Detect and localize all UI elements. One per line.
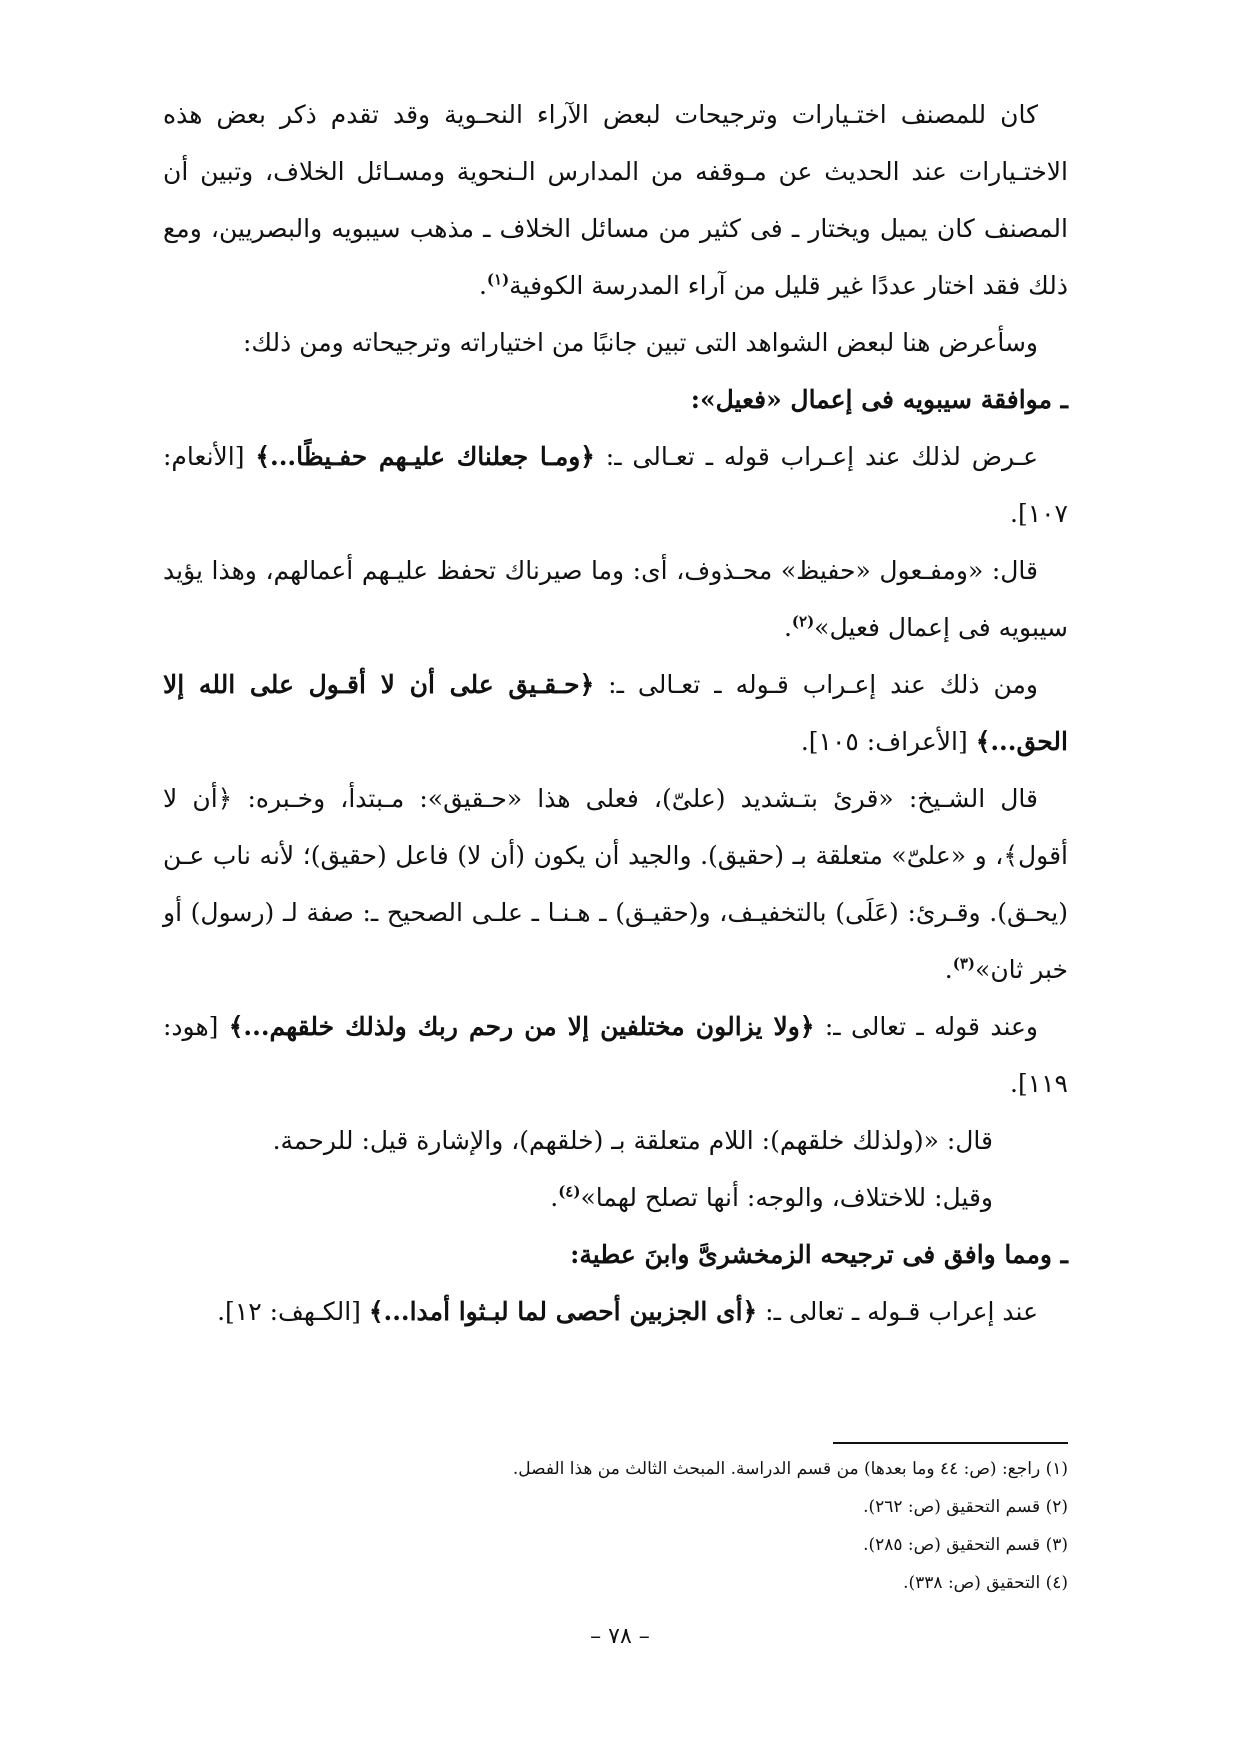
section-heading-zamakhshari: ـ ومما وافق فى ترجيحه الزمخشرىَّ وابنَ عطية: bbox=[570, 1240, 1068, 1269]
paragraph-verse-araf: ومن ذلك عند إعـراب قـوله ـ تعـالى ـ: ﴿حـقـيق على أن لا أقـول على الله إلا الحق...﴾ [الأعراف: ١٠٥]. bbox=[163, 670, 1068, 756]
footnote-4: (٤) التحقيق (ص: ٣٣٨). bbox=[903, 1573, 1068, 1593]
paragraph-quote-ikhtilaf: وقيل: للاختلاف، والوجه: أنها تصلح لهما»$^{(٤)}$. bbox=[550, 1182, 993, 1212]
footnote-ref-3: (٣) bbox=[952, 954, 976, 973]
quran-verse: ﴿أى الجزبين أحصى لما لبـثوا أمدا...﴾ bbox=[368, 1297, 758, 1326]
footnote-2: (٢) قسم التحقيق (ص: ٢٦٢). bbox=[863, 1497, 1068, 1517]
footnote-ref-2: (٢) bbox=[791, 612, 815, 631]
paragraph-quote-haqeeq: قال الشـيخ: «قرئ بتـشديد (علىّ)، فعلى هذا «حـقيق»: مـبتدأ، وخـبره: ﴿أن لا أقول﴾، و «علىّ» متعلقة بـ (حقيق). والجيد أن يكون (أن لا) فاعل (حقيق)؛ لأنه ناب عـن (يحـق). وقـرئ: (عَلَى) بالتخفيـف، و(حقيـق) ـ هـنـا ـ علـى الصحيح ـ: صفة لـ (رسول) أو خبر ثان»$^{(٣)}$. bbox=[163, 784, 1068, 984]
footnote-1: (١) راجع: (ص: ٤٤ وما بعدها) من قسم الدراسة. المبحث الثالث من هذا الفصل. bbox=[512, 1459, 1068, 1479]
quran-verse: ﴿حـقـيق على أن لا أقـول على الله إلا الحق...﴾ bbox=[163, 670, 1068, 756]
paragraph-quote-khalaqahum: قال: «(ولذلك خلقهم): اللام متعلقة بـ (خلقهم)، والإشارة قيل: للرحمة. bbox=[272, 1126, 993, 1155]
footnote-ref-1: (١) bbox=[486, 270, 510, 289]
paragraph-verse-kahf: عند إعراب قـوله ـ تعالى ـ: ﴿أى الجزبين أحصى لما لبـثوا أمدا...﴾ [الكـهف: ١٢]. bbox=[217, 1297, 1038, 1326]
paragraph-intro: كان للمصنف اختـيارات وترجيحات لبعض الآراء النحـوية وقد تقدم ذكر بعض هذه الاختـيارات عند الحديث عن مـوقفه من المدارس الـنحوية ومسـائل الخلاف، وتبين أن المصنف كان يميل ويختار ـ فى كثير من مسائل الخلاف ـ مذهب سيبويه والبصريين، ومع ذلك فقد اختار عددًا غير قليل من آراء المدرسة الكوفية$^{(١)}$. bbox=[163, 100, 1068, 300]
body-text bbox=[163, 86, 1068, 1340]
paragraph-verse-anam: عـرض لذلك عند إعـراب قوله ـ تعـالى ـ: ﴿ومـا جعلناك عليـهم حفـيظًا...﴾ [الأنعام: ١٠٧]. bbox=[163, 442, 1068, 528]
footnote-divider bbox=[833, 1442, 1068, 1444]
paragraph-overview: وسأعرض هنا لبعض الشواهد التى تبين جانبًا من اختياراته وترجيحاته ومن ذلك: bbox=[242, 328, 1038, 357]
section-heading-sibawayh: ـ موافقة سيبويه فى إعمال «فعيل»: bbox=[690, 385, 1068, 414]
footnote-ref-4: (٤) bbox=[558, 1182, 581, 1201]
quran-verse: ﴿ومـا جعلناك عليـهم حفـيظًا...﴾ bbox=[255, 442, 595, 471]
page-number: – ٧٨ – bbox=[590, 1624, 650, 1649]
quran-verse: ﴿ولا يزالون مختلفين إلا من رحم ربك ولذلك خلقهم...﴾ bbox=[228, 1012, 815, 1041]
paragraph-verse-hud: وعند قوله ـ تعالى ـ: ﴿ولا يزالون مختلفين إلا من رحم ربك ولذلك خلقهم...﴾ [هود: ١١٩]. bbox=[163, 1012, 1068, 1098]
footnotes bbox=[163, 1450, 1068, 1602]
footnote-3: (٣) قسم التحقيق (ص: ٢٨٥). bbox=[863, 1535, 1068, 1555]
paragraph-quote-hafeez: قال: «ومفـعول «حفيظ» محـذوف، أى: وما صيرناك تحفظ عليـهم أعمالهم، وهذا يؤيد سيبويه فى إعمال فعيل»$^{(٢)}$. bbox=[163, 556, 1068, 642]
